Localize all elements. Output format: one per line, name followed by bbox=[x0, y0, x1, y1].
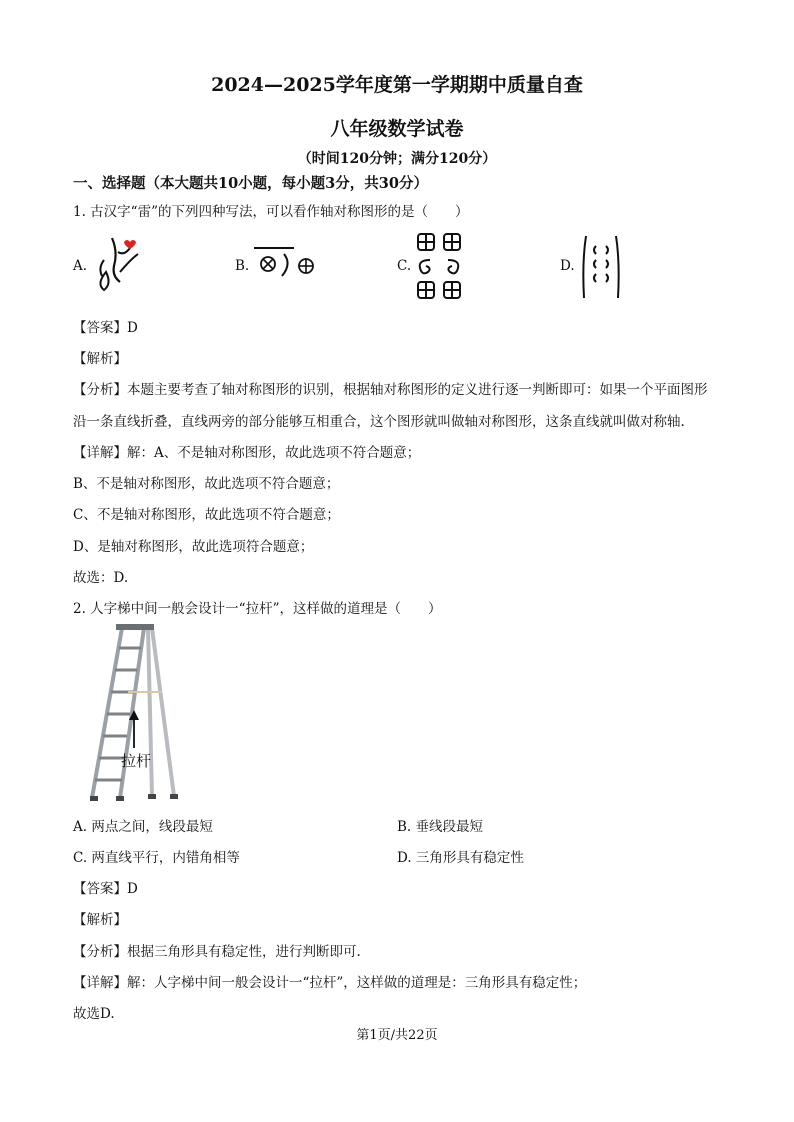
q1-option-b-label: B. bbox=[235, 258, 250, 274]
q2-option-a: A. 两点之间，线段最短 bbox=[73, 819, 213, 835]
q2-fenxi: 【分析】根据三角形具有稳定性，进行判断即可. bbox=[73, 944, 361, 960]
section-heading: 一、选择题（本大题共10小题，每小题3分，共30分） bbox=[73, 175, 428, 192]
q1-conclusion: 故选：D. bbox=[73, 570, 129, 586]
q1-xiangjie-a: 【详解】解：A、不是轴对称图形，故此选项不符合题意； bbox=[73, 445, 421, 461]
q1-option-c-glyph bbox=[414, 230, 466, 302]
q2-option-b: B. 垂线段最短 bbox=[397, 819, 484, 835]
q1-xiangjie-b: B、不是轴对称图形，故此选项不符合题意； bbox=[73, 476, 340, 492]
q2-answer: 【答案】D bbox=[73, 881, 138, 897]
q1-xiangjie-c: C、不是轴对称图形，故此选项不符合题意； bbox=[73, 507, 340, 523]
q2-stem: 2. 人字梯中间一般会设计一“拉杆”，这样做的道理是（ ） bbox=[73, 601, 442, 617]
ladder-bar-label: 拉杆 bbox=[121, 752, 152, 770]
q1-xiangjie-d: D、是轴对称图形，故此选项符合题意； bbox=[73, 539, 314, 555]
time-info: （时间120分钟；满分120分） bbox=[297, 151, 497, 167]
q2-analysis-label: 【解析】 bbox=[73, 912, 127, 928]
exam-subtitle: 八年级数学试卷 bbox=[330, 118, 464, 140]
q1-option-b-glyph bbox=[252, 242, 322, 282]
q1-fenxi-line1: 【分析】本题主要考查了轴对称图形的识别，根据轴对称图形的定义进行逐一判断即可：如果一个平面图形 bbox=[73, 382, 708, 398]
q1-option-a-glyph bbox=[90, 232, 145, 297]
q2-xiangjie: 【详解】解：人字梯中间一般会设计一“拉杆”，这样做的道理是：三角形具有稳定性； bbox=[73, 975, 587, 991]
q1-option-c-label: C. bbox=[397, 258, 412, 274]
q1-option-a-label: A. bbox=[73, 258, 88, 274]
q1-answer: 【答案】D bbox=[73, 320, 138, 336]
q2-option-c: C. 两直线平行，内错角相等 bbox=[73, 850, 240, 866]
q1-stem: 1. 古汉字“雷”的下列四种写法，可以看作轴对称图形的是（ ） bbox=[73, 204, 469, 220]
q1-analysis-label: 【解析】 bbox=[73, 351, 127, 367]
exam-title: 2024—2025学年度第一学期期中质量自查 bbox=[211, 74, 583, 96]
q2-conclusion: 故选D. bbox=[73, 1006, 115, 1022]
q1-option-d-label: D. bbox=[560, 258, 575, 274]
page-footer: 第1页/共22页 bbox=[356, 1028, 438, 1043]
q2-option-d: D. 三角形具有稳定性 bbox=[397, 850, 524, 866]
q1-fenxi-line2: 沿一条直线折叠，直线两旁的部分能够互相重合，这个图形就叫做轴对称图形，这条直线就叫做对称轴. bbox=[73, 414, 685, 430]
q1-option-d-glyph bbox=[576, 232, 626, 302]
ladder-figure bbox=[82, 620, 182, 805]
